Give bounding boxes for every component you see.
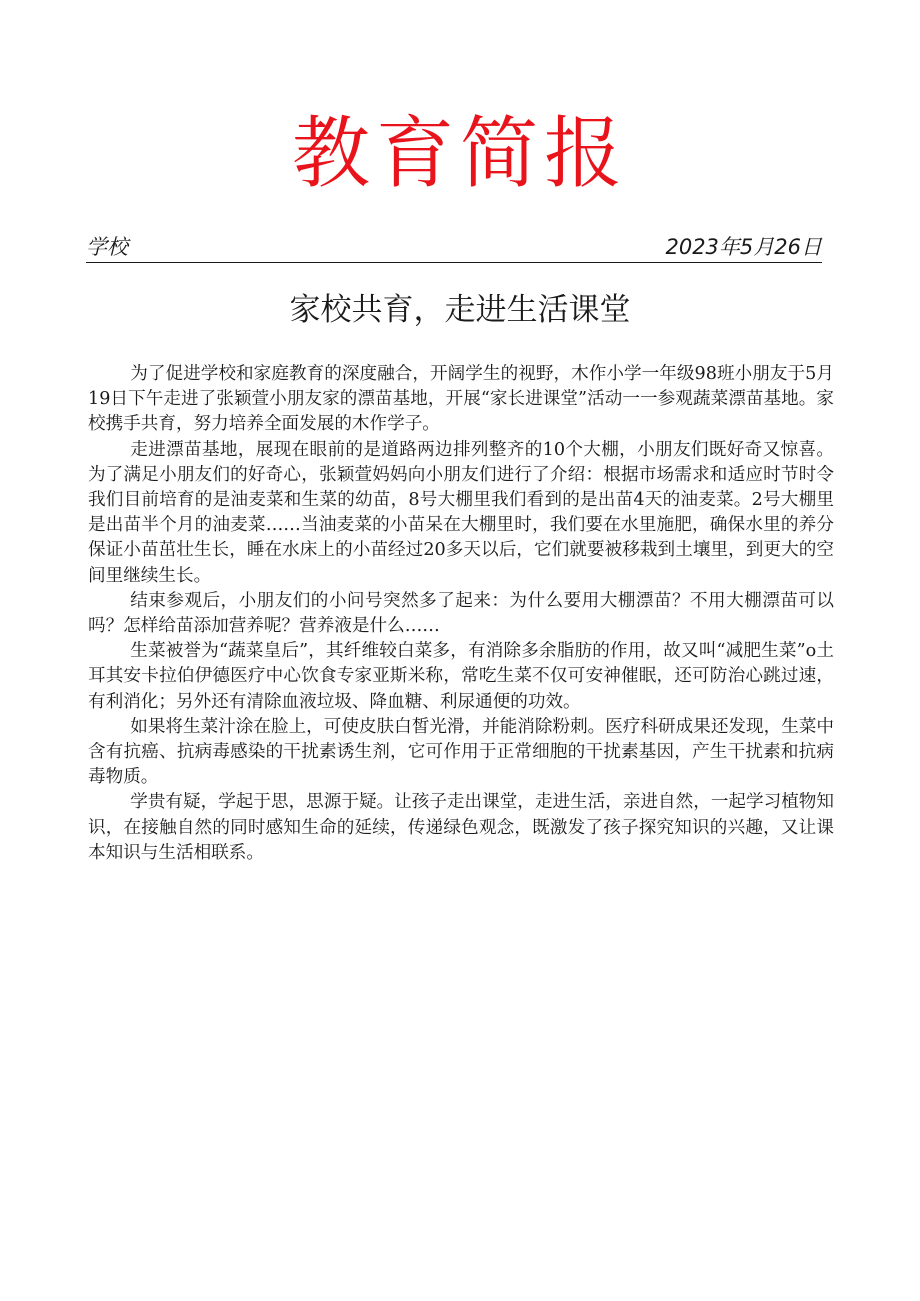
article-paragraph: 如果将生菜汁涂在脸上，可使皮肤白皙光滑，并能消除粉刺。医疗科研成果还发现，生菜中含有抗癌、抗病毒感染的干扰素诱生剂，它可作用于正常细胞的干扰素基因，产生干扰素和抗病毒物质。 [88, 716, 834, 788]
dateline [86, 232, 822, 263]
article-paragraph: 走进漂苗基地，展现在眼前的是道路两边排列整齐的10个大棚，小朋友们既好奇又惊喜。为了满足小朋友们的好奇心，张颖萱妈妈向小朋友们进行了介绍：根据市场需求和适应时节时令我们目前培育的是油麦菜和生菜的幼苗，8号大棚里我们看到的是出苗4天的油麦菜。2号大棚里是出苗半个月的油麦菜……当油麦菜的小苗呆在大棚里时，我们要在水里施肥，确保水里的养分保证小苗茁壮生长，睡在水床上的小苗经过20多天以后，它们就要被移栽到土壤里，到更大的空间里继续生长。 [88, 439, 834, 586]
article-paragraph: 学贵有疑，学起于思，思源于疑。让孩子走出课堂，走进生活，亲进自然，一起学习植物知识，在接触自然的同时感知生命的延续，传递绿色观念，既激发了孩子探究知识的兴趣，又让课本知识与生活相联系。 [88, 792, 834, 863]
article-paragraph: 结束参观后，小朋友们的小问号突然多了起来：为什么要用大棚漂苗？不用大棚漂苗可以吗？怎样给苗添加营养呢？营养液是什么…… [88, 590, 834, 637]
article-paragraph: 为了促进学校和家庭教育的深度融合，开阔学生的视野，木作小学一年级98班小朋友于5月19日下午走进了张颖萱小朋友家的漂苗基地，开展“家长进课堂”活动一一参观蔬菜漂苗基地。家校携手共育，努力培养全面发展的木作学子。 [88, 364, 834, 435]
article-headline: 家校共育，走进生活课堂 [289, 292, 631, 328]
issue-date: 2023年5月26日 [665, 235, 822, 259]
school-label: 学校 [86, 235, 128, 259]
masthead-title: 教育简报 [291, 109, 628, 199]
article-paragraph: 生菜被誉为“蔬菜皇后”，其纤维较白菜多，有消除多余脂肪的作用，故又叫“减肥生菜”o土耳其安卡拉伯伊德医疗中心饮食专家亚斯米称，常吃生菜不仅可安神催眠，还可防治心跳过速，有利消化；另外还有清除血液垃圾、降血糖、利尿通便的功效。 [88, 641, 834, 712]
article-body [88, 362, 834, 866]
